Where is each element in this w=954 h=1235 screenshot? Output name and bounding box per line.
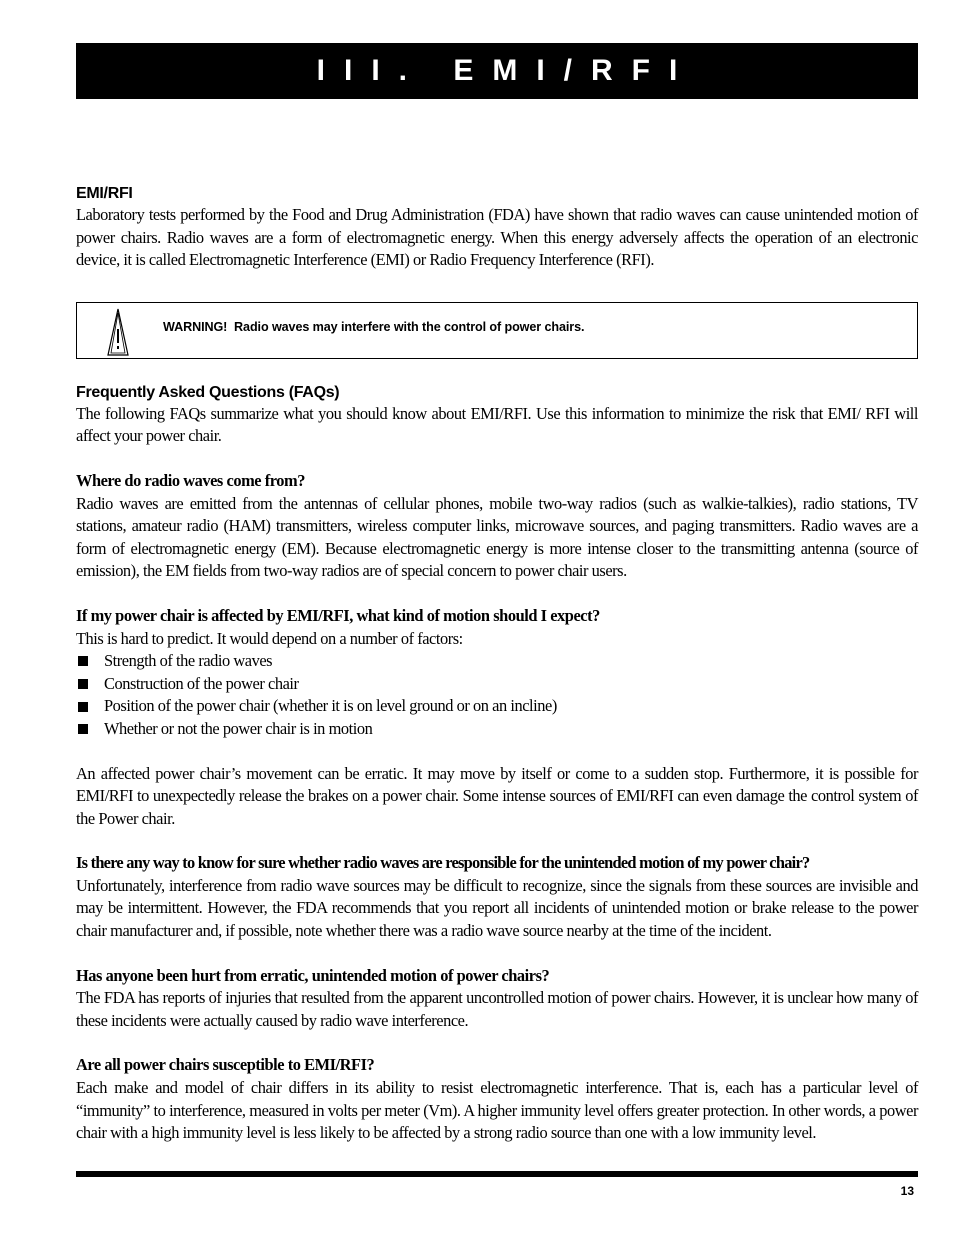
faq-item-susceptible xyxy=(76,1054,918,1144)
list-item: Whether or not the power chair is in motion xyxy=(76,718,918,741)
warning-text: WARNING! Radio waves may interfere with the control of power chairs. xyxy=(163,320,585,335)
footer-rule xyxy=(76,1171,918,1177)
faq-answer: Each make and model of chair differs in its ability to resist electromagnetic interference. That is, each has a particular level of “immunity” to interference, measured in volts per meter (Vm). A higher immunity level offers greater protection. In other words, a power chair with a high immunity level is less likely to be affected by a strong radio source than one with a low immunity level. xyxy=(76,1078,918,1143)
list-item: Construction of the power chair xyxy=(76,673,918,696)
factor-list xyxy=(76,650,918,740)
faq-item-know-for-sure xyxy=(76,852,918,942)
chapter-title: III. EMI/RFI xyxy=(316,54,697,87)
faq-answer: This is hard to predict. It would depend on a number of factors: xyxy=(76,628,463,648)
faq-heading: Frequently Asked Questions (FAQs) xyxy=(76,383,340,401)
faq-item-motion-expected xyxy=(76,605,918,830)
faq-question: If my power chair is affected by EMI/RFI, what kind of motion should I expect? xyxy=(76,605,600,625)
manual-page xyxy=(76,43,918,1145)
chapter-title-bar xyxy=(76,43,918,99)
faq-question: Has anyone been hurt from erratic, unintended motion of power chairs? xyxy=(76,965,550,985)
faq-intro-paragraph: The following FAQs summarize what you should know about EMI/RFI. Use this information to minimize the risk that EMI/ RFI will affect your power chair. xyxy=(76,403,918,446)
faq-answer: The FDA has reports of injuries that resulted from the apparent uncontrolled motion of power chairs. However, it is unclear how many of these incidents were actually caused by radio wave interference. xyxy=(76,988,918,1030)
warning-box xyxy=(76,302,918,359)
emi-rfi-intro-paragraph: Laboratory tests performed by the Food and Drug Administration (FDA) have shown that radio waves can cause unintended motion of power chairs. Radio waves are a form of electromagnetic energy. When this energy adversely affects the operation of an electronic device, it is called Electromagnetic Interference (EMI) or Radio Frequency Interference (RFI). xyxy=(76,205,918,270)
faq-answer: Radio waves are emitted from the antennas of cellular phones, mobile two-way radios (such as walkie-talkies), radio stations, TV stations, amateur radio (HAM) transmitters, wireless computer links, microwave sources, and paging transmitters. Radio waves are a form of electromagnetic energy (EM). Because electromagnetic energy is more intense closer to the transmitting antenna (source of emission), the EM fields from two-way radios are of special concern to power chair users. xyxy=(76,493,918,581)
list-item: Strength of the radio waves xyxy=(76,650,918,673)
square-bullet-icon xyxy=(78,656,88,666)
faq-item-anyone-hurt xyxy=(76,965,918,1033)
faq-answer: Unfortunately, interference from radio wave sources may be difficult to recognize, since the signals from these sources are invisible and may be intermittent. However, the FDA recommends that you report all incidents of unintended motion or brake release to the power chair manufacturer and, if possible, note whether there was a radio wave source nearby at the time of the incident. xyxy=(76,875,918,941)
page-number: 13 xyxy=(900,1184,914,1198)
faq-followup-paragraph: An affected power chair’s movement can be erratic. It may move by itself or come to a sudden stop. Furthermore, it is possible for EMI/RFI to unexpectedly release the brakes on a power chair. Some intense sources of EMI/RFI can even damage the control system of the Power chair. xyxy=(76,763,918,828)
faq-question: Are all power chairs susceptible to EMI/RFI? xyxy=(76,1055,375,1075)
emi-rfi-heading: EMI/RFI xyxy=(76,185,133,202)
faq-question: Where do radio waves come from? xyxy=(76,470,305,490)
square-bullet-icon xyxy=(78,679,88,689)
faq-question: Is there any way to know for sure whether radio waves are responsible for the unintended motion of my power chair? xyxy=(76,853,810,873)
faq-item-radio-sources xyxy=(76,470,918,583)
list-item: Position of the power chair (whether it is on level ground or on an incline) xyxy=(76,695,918,718)
warning-triangle-icon xyxy=(103,307,133,357)
square-bullet-icon xyxy=(78,702,88,712)
square-bullet-icon xyxy=(78,724,88,734)
